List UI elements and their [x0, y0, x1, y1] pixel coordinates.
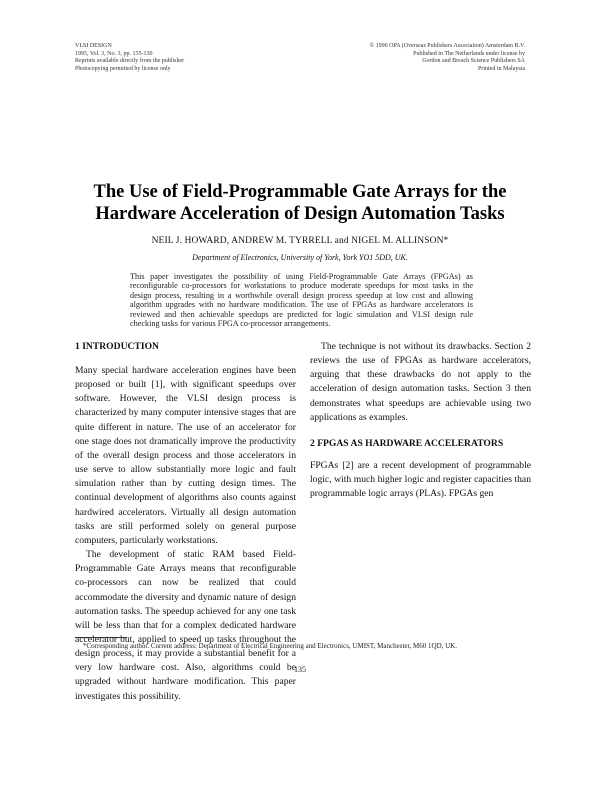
section-heading-introduction: 1 INTRODUCTION [75, 341, 159, 352]
author-affiliation: Department of Electronics, University of York, York YO1 5DD, UK. [192, 253, 408, 262]
body-paragraph: The development of static RAM based Field-Programmable Gate Arrays means that reconfigurable co-processors can now be realized that could accommodate the diversity and dynamic nature of design automation tasks. The speedup achieved for any one task will be less than that for a complex dedicated hardware accelerator but, applied to speed up tasks throughout the design process, it may provide a substantial benefit for a very low hardware cost. Also, algorithms could be upgraded without hardware modification. This paper investigates this possibility. [75, 549, 296, 702]
abstract: This paper investigates the possibility of using Field-Programmable Gate Arrays (FPGAs) as reconfigurable co-processors for workstations to produce moderate speedups for most tasks in the design process, resulting in a worthwhile overall design process speedup at low cost and allowing algorithm upgrades with no hardware modification. The use of FPGAs as hardware accelerators is reviewed and then achievable speedups are predicted for logic simulation and VLSI design rule checking tasks for various FPGA co-processor arrangements. [130, 272, 473, 329]
publisher-info [370, 43, 525, 73]
footnote-rule [75, 637, 127, 638]
publisher-info-line: Published in The Netherlands under license by [413, 50, 525, 57]
publisher-info-line: Printed in Malaysia [478, 65, 525, 72]
author-list: NEIL J. HOWARD, ANDREW M. TYRRELL and NIGEL M. ALLINSON* [151, 236, 449, 246]
paper-title: The Use of Field-Programmable Gate Arrays for the Hardware Acceleration of Design Automation Tasks [93, 182, 507, 224]
journal-info-line: 1995, Vol. 3, No. 3, pp. 135-130 [75, 50, 153, 57]
journal-info-line: Photocopying permitted by license only [75, 65, 171, 72]
journal-info [75, 43, 184, 73]
footnote: *Corresponding author. Current address: Department of Electrical Engineering and Electronics, UMIST, Manchester, M60 1QD, UK. [83, 642, 457, 650]
page-number: 135 [294, 665, 306, 674]
journal-info-line: VLSI DESIGN [75, 43, 112, 49]
body-paragraph: Many special hardware acceleration engines have been proposed or built [1], with significant speedups over software. However, the VLSI design process is characterized by many computer intensive stages that are quite different in nature. The use of an accelerator for one stage does not dramatically improve the productivity of the overall design process and those accelerators in use serve to allow substantially more logic and fault simulation rather than by cutting design times. The continual development of algorithms also counts against hardwired accelerators. Virtually all design automation tasks are still performed solely on general purpose computers, particularly workstations. [75, 365, 296, 546]
body-paragraph: FPGAs [2] are a recent development of programmable logic, with much higher logic and register capacities than programmable logic arrays (PLAs). FPGAs gen [310, 459, 531, 500]
right-column [310, 340, 531, 501]
journal-info-line: Reprints available directly from the publisher [75, 58, 185, 65]
body-paragraph: The technique is not without its drawbacks. Section 2 reviews the use of FPGAs as hardware accelerators, arguing that these drawbacks do not apply to the acceleration of design automation tasks. Section 3 then demonstrates what speedups are achievable using two applications as examples. [310, 341, 531, 423]
section-heading-fpgas: 2 FPGAS AS HARDWARE ACCELERATORS [310, 437, 504, 449]
publisher-info-line: © 1996 OPA (Overseas Publishers Association) Amsterdam B.V. [369, 43, 525, 49]
publisher-info-line: Gordon and Breach Science Publishers SA [422, 58, 525, 65]
